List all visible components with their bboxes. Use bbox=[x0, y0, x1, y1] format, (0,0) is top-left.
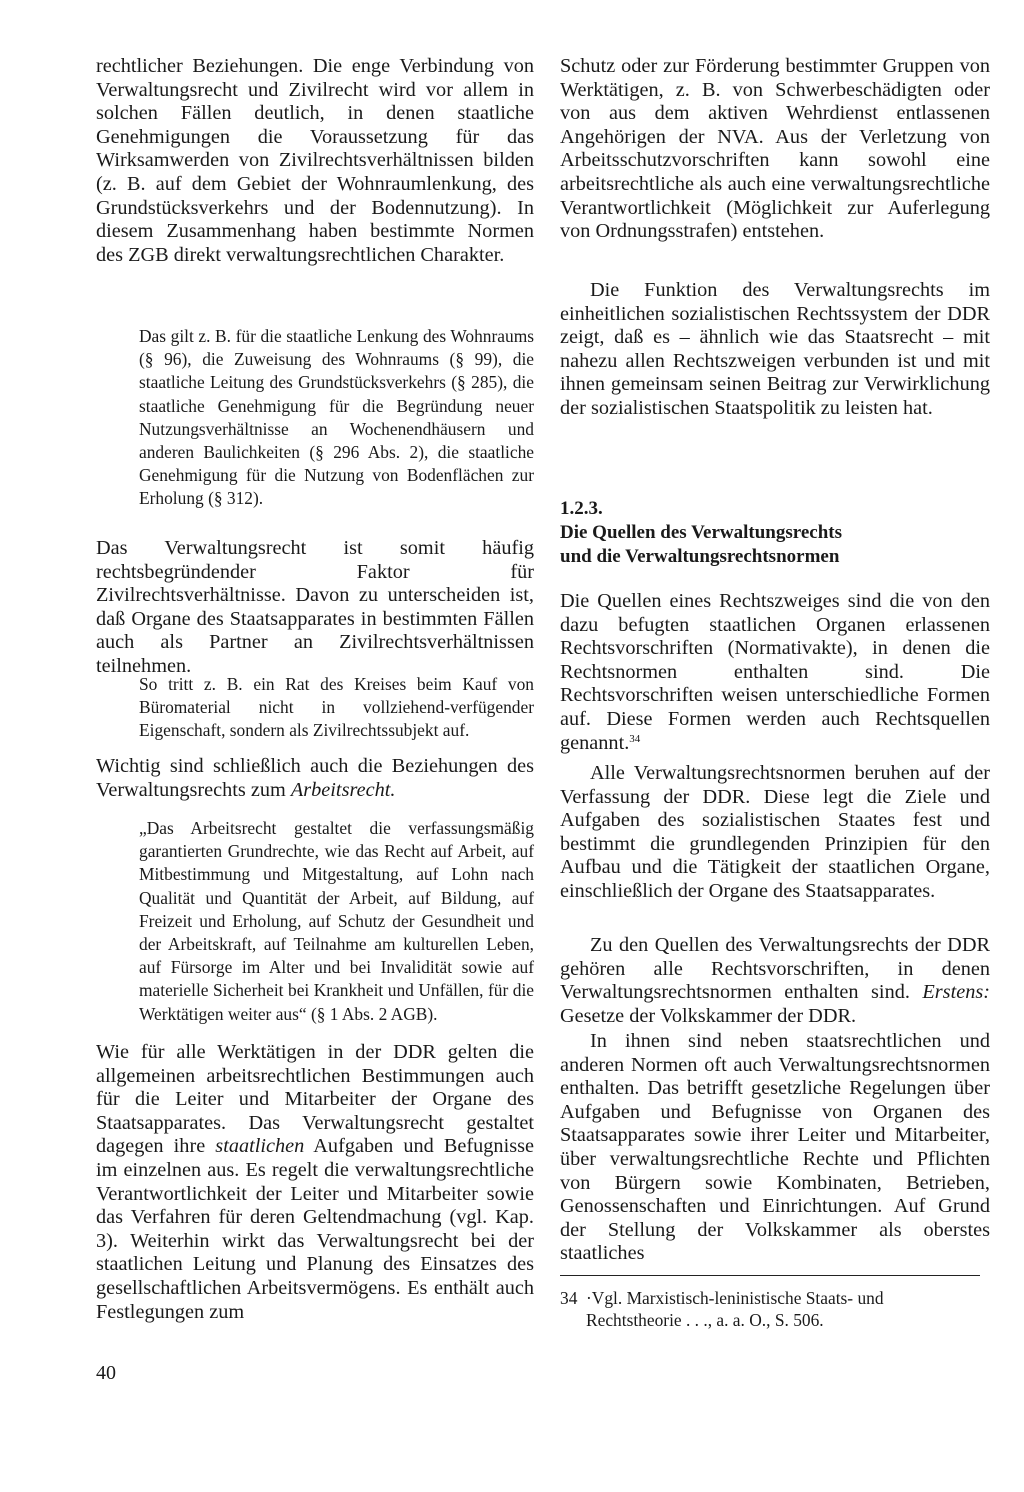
paragraph bbox=[96, 1041, 534, 1324]
paragraph-text: Zu den Quellen des Verwaltungsrechts der DDR gehören alle Rechtsvorschriften, in denen Verwaltungsrechtsnormen enthalten sind. bbox=[560, 934, 990, 1004]
paragraph-text: Die Quellen eines Rechtszweiges sind die von den dazu befugten staatlichen Organen erlassenen Rechtsvorschriften (Normativakte), in denen die Rechtsnormen enthalten sind. Die Rechtsvorschriften weisen unterschiedliche Formen auf. Diese Formen werden auch Rechtsquellen genannt. bbox=[560, 590, 990, 754]
example-paragraph: So tritt z. B. ein Rat des Kreises beim Kauf von Büromaterial nicht in vollziehend-verfügender Eigenschaft, sondern als Zivilrechtssubjekt auf. bbox=[139, 674, 534, 741]
footnote bbox=[560, 1287, 982, 1331]
paragraph: Die Funktion des Verwaltungsrechts im einheitlichen sozialistischen Rechtssystem der DDR zeigt, daß es – ähnlich wie das Staatsrecht – mit nahezu allen Rechtszweigen verbunden ist und mit ihnen gemeinsam seinen Beitrag zur Verwirklichung der sozialistischen Staatspolitik zu leisten hat. bbox=[560, 279, 990, 419]
paragraph: rechtlicher Beziehungen. Die enge Verbindung von Verwaltungsrecht und Zivilrecht wird vor allem in solchen Fällen deutlich, in denen staatliche Genehmigungen die Voraussetzung für das Wirksamwerden von Zivilrechtsverhältnissen bilden (z. B. auf dem Gebiet der Wohnraumlenkung, des Grundstücksverkehrs und der Bodennutzung). In diesem Zusammenhang haben bestimmte Normen des ZGB direkt verwaltungsrechtlichen Charakter. bbox=[96, 55, 534, 266]
paragraph: Schutz oder zur Förderung bestimmter Gruppen von Werktätigen, z. B. von Schwerbeschädigten oder von aus dem aktiven Wehrdienst entlassenen Angehörigen der NVA. Aus der Verletzung von Arbeitsschutzvorschriften kann sowohl eine arbeitsrechtliche als auch eine verwaltungsrechtliche Verantwortlichkeit (Möglichkeit zur Auferlegung von Ordnungsstrafen) entstehen. bbox=[560, 55, 990, 243]
emphasis-text: Erstens: bbox=[922, 981, 990, 1004]
emphasis-text: staatlichen bbox=[215, 1135, 305, 1158]
right-column bbox=[560, 55, 990, 1266]
left-column bbox=[96, 55, 534, 1324]
paragraph-text: Wichtig sind schließlich auch die Beziehungen des Verwaltungsrechts zum bbox=[96, 755, 534, 801]
paragraph bbox=[96, 755, 534, 805]
section-title: und die Verwaltungsrechtsnormen bbox=[560, 545, 840, 567]
paragraph-text: Aufgaben und Befugnisse im einzelnen aus. Es regelt die verwaltungsrechtliche Verantwortlichkeit der Leiter und Mitarbeiter sowie das Verfahren für deren Geltendmachung (vgl. Kap. 3). Weiterhin wirkt das Verwaltungsrecht bei der staatlichen Leitung und Planung des Einsatzes des gesellschaftlichen Arbeitsvermögens. Es enthält auch Festlegungen zum bbox=[96, 1135, 534, 1323]
paragraph bbox=[560, 934, 990, 1030]
page-number: 40 bbox=[96, 1362, 116, 1384]
emphasis-text: Arbeitsrecht. bbox=[290, 778, 396, 801]
footnote-text: ·Vgl. Marxistisch-leninistische Staats- und bbox=[586, 1288, 884, 1308]
example-paragraph: Das gilt z. B. für die staatliche Lenkung des Wohnraums (§ 96), die Zuweisung des Wohnraums (§ 99), die staatliche Leitung des Grundstücksverkehrs (§ 285), die staatliche Genehmigung für die Begründung neuer Nutzungsverhältnisse an Wochenendhäusern und anderen Baulichkeiten (§ 296 Abs. 2), die staatliche Genehmigung für die Nutzung von Bodenflächen zur Erholung (§ 312). bbox=[139, 326, 534, 509]
footnote-divider bbox=[560, 1275, 980, 1276]
paragraph: Alle Verwaltungsrechtsnormen beruhen auf der Verfassung der DDR. Diese legt die Ziele und Aufgaben des sozialistischen Staates fest und bestimmt die grundlegenden Prinzipien für den Aufbau und die Tätigkeit der staatlichen Organe, einschließlich der Organe des Staatsapparates. bbox=[560, 762, 990, 902]
paragraph-text: Wie für alle Werktätigen in der DDR gelten die allgemeinen arbeitsrechtlichen Bestimmungen auch für die Leiter und Mitarbeiter der Organe des Staatsapparates. Das Verwaltungsrecht gestaltet dagegen ihre bbox=[96, 1041, 534, 1158]
section-title: Die Quellen des Verwaltungsrechts bbox=[560, 522, 843, 543]
footnote-text: Rechtstheorie . . ., a. a. O., S. 506. bbox=[586, 1310, 824, 1330]
paragraph bbox=[560, 590, 990, 760]
footnote-number: 34 bbox=[560, 1288, 578, 1308]
paragraph: In ihnen sind neben staatsrechtlichen und anderen Normen oft auch Verwaltungsrechtsnormen enthalten. Das betrifft gesetzliche Regelungen über Aufgaben und Befugnisse von Organen des Staatsapparates sowie ihrer Leiter und Mitarbeiter, über verwaltungsrechtliche Rechte und Pflichten von Bürgern sowie Kombinaten, Betrieben, Genossenschaften und Einrichtungen. Auf Grund der Stellung der Volkskammer als oberstes staatliches bbox=[560, 1030, 990, 1265]
quotation-paragraph: „Das Arbeitsrecht gestaltet die verfassungsmäßig garantierten Grundrechte, wie das Recht auf Arbeit, auf Mitbestimmung und Mitgestaltung, auf Lohn nach Qualität und Quantität der Arbeit, auf Bildung, auf Freizeit und Erholung, auf Schutz der Gesundheit und der Arbeitskraft, auf Teilnahme am kulturellen Leben, auf Fürsorge im Alter und bei Invalidität sowie auf materielle Sicherheit bei Krankheit und Unfällen, für die Werktätigen weiter aus“ (§ 1 Abs. 2 AGB). bbox=[139, 818, 534, 1024]
paragraph: Das Verwaltungsrecht ist somit häufig rechtsbegründender Faktor für Zivilrechtsverhältnisse. Davon zu unterscheiden ist, daß Organe des Staatsapparates in bestimmten Fällen auch als Partner an Zivilrechtsverhältnissen teilnehmen. bbox=[96, 537, 534, 677]
footnote-reference: 34 bbox=[629, 732, 641, 745]
paragraph-text: Gesetze der Volkskammer der DDR. bbox=[560, 1004, 857, 1027]
section-number: 1.2.3. bbox=[560, 498, 603, 519]
